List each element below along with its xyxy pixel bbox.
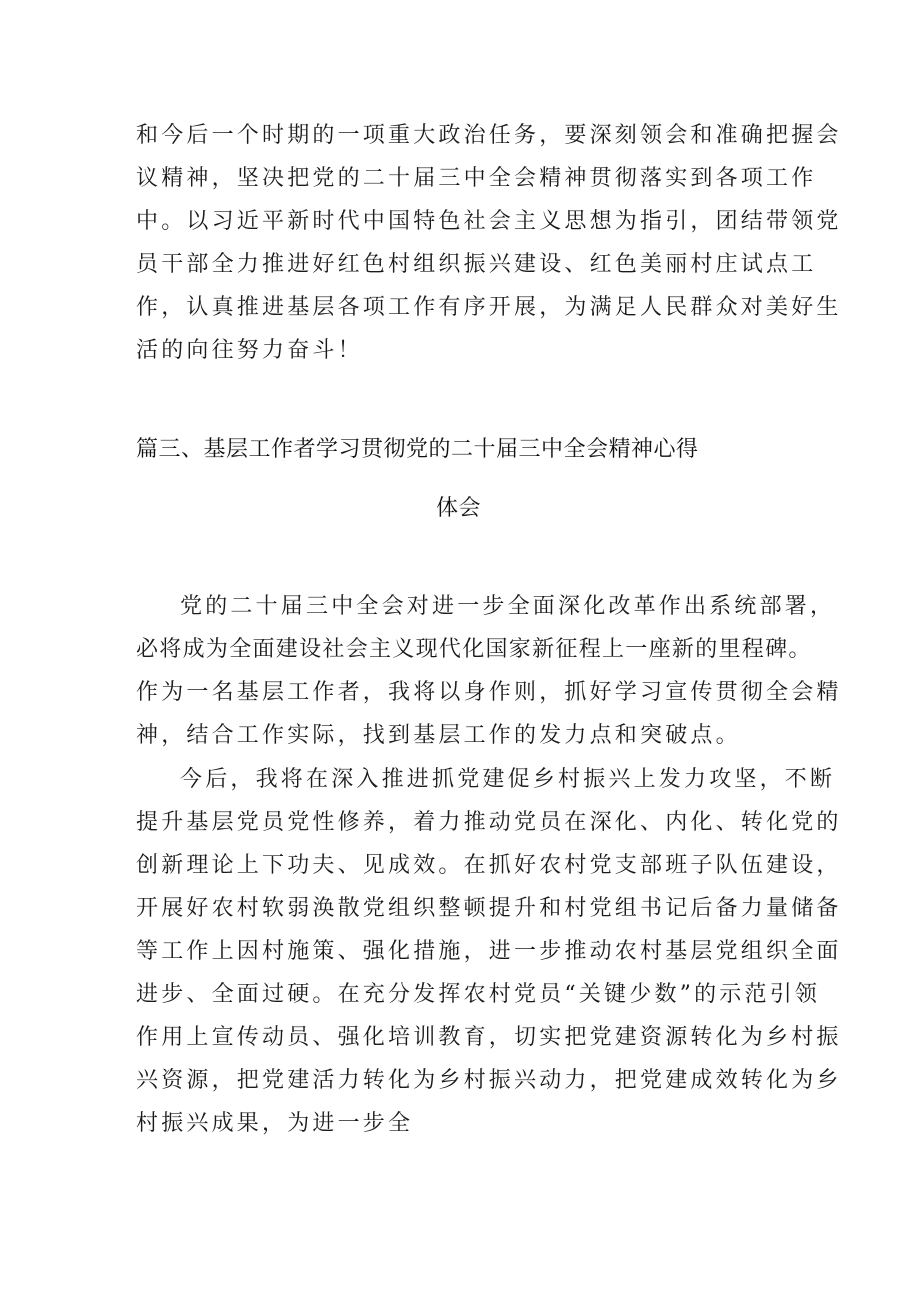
text-line: 作用上宣传动员、强化培训教育，切实把党建资源转化为乡村振 bbox=[136, 1025, 842, 1050]
text-line: 神，结合工作实际，找到基层工作的发力点和突破点。 bbox=[136, 723, 741, 748]
section-title-line-1: 篇三、基层工作者学习贯彻党的二十届三中全会精神心得 bbox=[136, 437, 699, 462]
text-line: 进步、全面过硬。在充分发挥农村党员“关键少数”的示范引领 bbox=[136, 982, 821, 1007]
text-line: 中。以习近平新时代中国特色社会主义思想为指引，团结带领党 bbox=[136, 209, 842, 234]
text-line: 今后，我将在深入推进抓党建促乡村振兴上发力攻坚，不断 bbox=[180, 767, 836, 792]
text-line: 创新理论上下功夫、见成效。在抓好农村党支部班子队伍建设， bbox=[136, 853, 842, 878]
text-line: 等工作上因村施策、强化措施，进一步推动农村基层党组织全面 bbox=[136, 939, 842, 964]
text-line: 作，认真推进基层各项工作有序开展，为满足人民群众对美好生 bbox=[136, 295, 842, 320]
text-line: 党的二十届三中全会对进一步全面深化改革作出系统部署， bbox=[180, 594, 836, 619]
text-line: 活的向往努力奋斗！ bbox=[136, 338, 363, 363]
text-line: 开展好农村软弱涣散党组织整顿提升和村党组书记后备力量储备 bbox=[136, 896, 842, 921]
text-line: 和今后一个时期的一项重大政治任务，要深刻领会和准确把握会 bbox=[136, 123, 842, 148]
text-line: 提升基层党员党性修养，着力推动党员在深化、内化、转化党的 bbox=[136, 810, 842, 835]
text-line: 兴资源，把党建活力转化为乡村振兴动力，把党建成效转化为乡 bbox=[136, 1068, 842, 1093]
text-line: 村振兴成果，为进一步全 bbox=[136, 1111, 414, 1136]
section-title-line-2: 体会 bbox=[436, 496, 482, 521]
text-line: 议精神，坚决把党的二十届三中全会精神贯彻落实到各项工作 bbox=[136, 166, 817, 191]
text-line: 作为一名基层工作者，我将以身作则，抓好学习宣传贯彻全会精 bbox=[136, 680, 842, 705]
text-line: 员干部全力推进好红色村组织振兴建设、红色美丽村庄试点工 bbox=[136, 252, 817, 277]
text-line: 必将成为全面建设社会主义现代化国家新征程上一座新的里程碑。 bbox=[136, 637, 812, 662]
